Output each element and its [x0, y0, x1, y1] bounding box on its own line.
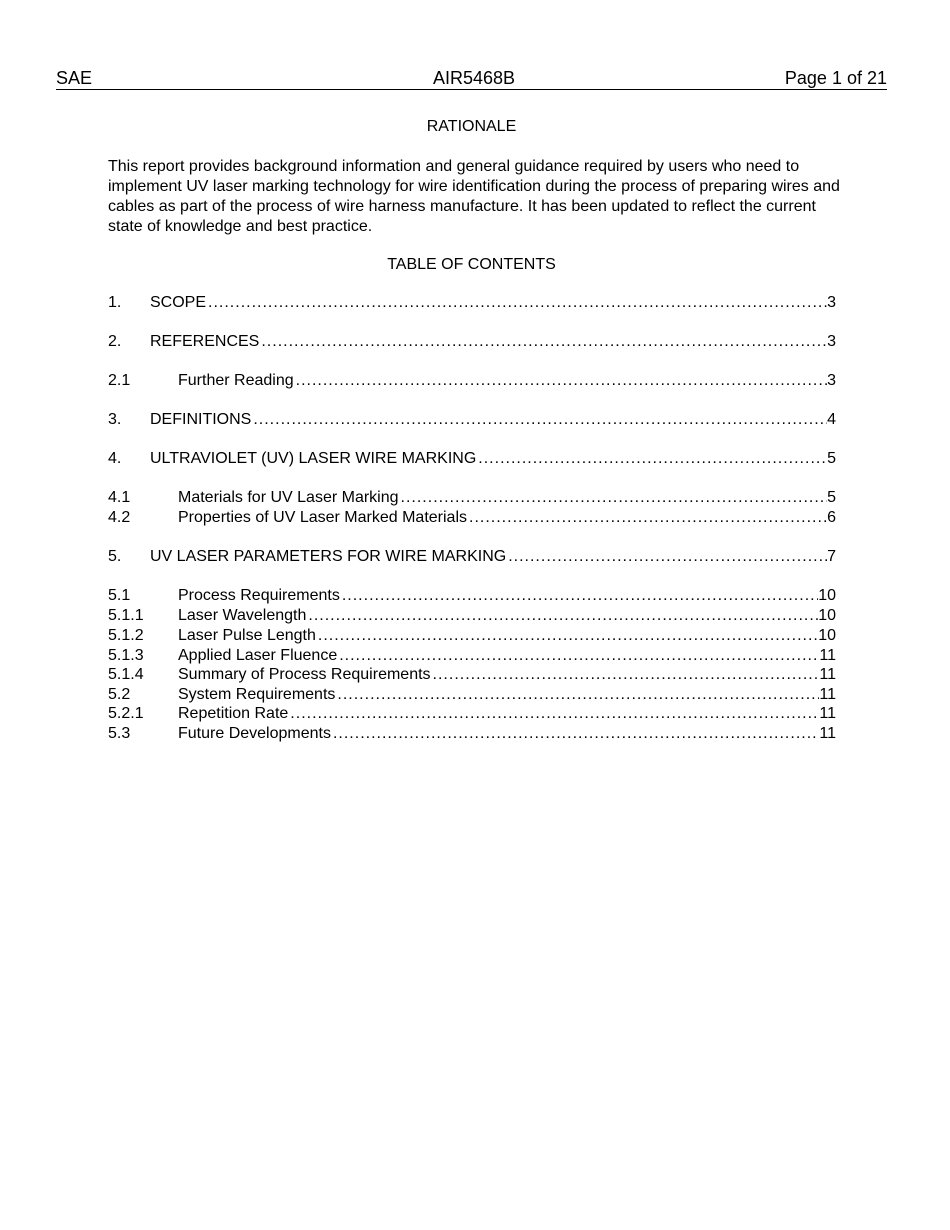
rationale-paragraph: This report provides background information and general guidance required by users who need to implement UV laser marking technology for wire identification during the process of preparing wires and cables as part of the process of wire harness manufacture. It has been updated to reflect the current state of knowledge and best practice.: [108, 158, 840, 235]
toc-entry-3[interactable]: [108, 410, 836, 430]
toc-number: 5.2.1: [108, 705, 144, 722]
header-document-number: AIR5468B: [433, 68, 516, 88]
toc-entry-2-1[interactable]: [108, 371, 836, 391]
toc-number: 5.1: [108, 587, 131, 604]
toc-number: 5.3: [108, 725, 131, 742]
toc-leader: [467, 508, 827, 528]
toc-page: 3: [827, 333, 836, 350]
toc-entry-4-1[interactable]: [108, 488, 836, 508]
toc-number: 3.: [108, 411, 122, 428]
toc-title: Applied Laser Fluence: [178, 647, 338, 664]
toc-number: 1.: [108, 294, 122, 311]
toc-entry-5-3[interactable]: [108, 724, 836, 744]
toc-leader: [259, 332, 827, 352]
toc-leader: [206, 293, 827, 313]
toc-title: UV LASER PARAMETERS FOR WIRE MARKING: [150, 548, 507, 565]
toc-number: 5.: [108, 548, 122, 565]
toc-page: 5: [827, 450, 836, 467]
toc-leader: [337, 646, 819, 666]
toc-number: 2.: [108, 333, 122, 350]
toc-page: 4: [827, 411, 836, 428]
toc-heading: TABLE OF CONTENTS: [387, 256, 556, 273]
toc-page: 3: [827, 372, 836, 389]
toc-entry-5-2[interactable]: [108, 685, 836, 705]
toc-page: 3: [827, 294, 836, 311]
toc-title: Future Developments: [178, 725, 331, 742]
toc-leader: [340, 586, 818, 606]
toc-title: Properties of UV Laser Marked Materials: [178, 509, 467, 526]
toc-entry-4[interactable]: [108, 449, 836, 469]
toc-title: Laser Wavelength: [178, 607, 307, 624]
toc-number: 4.: [108, 450, 122, 467]
page-header: [56, 67, 887, 90]
toc-leader: [294, 371, 827, 391]
toc-title: Process Requirements: [178, 587, 340, 604]
toc-title: Further Reading: [178, 372, 294, 389]
toc-page: 11: [819, 686, 836, 703]
toc-leader: [288, 704, 819, 724]
toc-number: 5.1.4: [108, 666, 144, 683]
toc-title: Materials for UV Laser Marking: [178, 489, 399, 506]
toc-page: 11: [819, 705, 836, 722]
toc-leader: [331, 724, 819, 744]
toc-entry-5-1[interactable]: [108, 586, 836, 606]
toc-title: System Requirements: [178, 686, 336, 703]
toc-number: 5.1.3: [108, 647, 144, 664]
toc-entry-5-1-1[interactable]: [108, 606, 836, 626]
rationale-heading: RATIONALE: [426, 118, 517, 135]
toc-page: 11: [819, 647, 836, 664]
toc-leader: [399, 488, 828, 508]
toc-entry-4-2[interactable]: [108, 508, 836, 528]
toc-entry-5-1-3[interactable]: [108, 646, 836, 666]
toc-leader: [431, 665, 820, 685]
toc-leader: [316, 626, 818, 646]
toc-leader: [335, 685, 819, 705]
toc-entry-5[interactable]: [108, 547, 836, 567]
toc-leader: [476, 449, 827, 469]
toc-leader: [306, 606, 818, 626]
toc-number: 4.2: [108, 509, 131, 526]
toc-title: SCOPE: [150, 294, 207, 311]
toc-number: 5.1.1: [108, 607, 144, 624]
toc-number: 5.1.2: [108, 627, 144, 644]
toc-page: 6: [827, 509, 836, 526]
toc-page: 7: [827, 548, 836, 565]
toc-page: 11: [819, 666, 836, 683]
toc-leader: [506, 547, 827, 567]
toc-entry-5-2-1[interactable]: [108, 704, 836, 724]
toc-page: 5: [827, 489, 836, 506]
toc-number: 4.1: [108, 489, 131, 506]
toc-title: ULTRAVIOLET (UV) LASER WIRE MARKING: [150, 450, 477, 467]
toc-leader: [251, 410, 827, 430]
toc-title: REFERENCES: [150, 333, 260, 350]
toc-number: 2.1: [108, 372, 131, 389]
toc-page: 11: [819, 725, 836, 742]
toc-title: Repetition Rate: [178, 705, 289, 722]
toc-title: DEFINITIONS: [150, 411, 252, 428]
toc-title: Laser Pulse Length: [178, 627, 316, 644]
toc-entry-5-1-2[interactable]: [108, 626, 836, 646]
toc-entry-2[interactable]: [108, 332, 836, 352]
header-page-number: Page 1 of 21: [784, 68, 887, 88]
toc-page: 10: [818, 587, 836, 604]
toc-number: 5.2: [108, 686, 131, 703]
toc-entry-1[interactable]: [108, 293, 836, 313]
header-organization: SAE: [56, 68, 93, 88]
toc-page: 10: [818, 607, 836, 624]
toc-title: Summary of Process Requirements: [178, 666, 431, 683]
toc-page: 10: [818, 627, 836, 644]
toc-entry-5-1-4[interactable]: [108, 665, 836, 685]
